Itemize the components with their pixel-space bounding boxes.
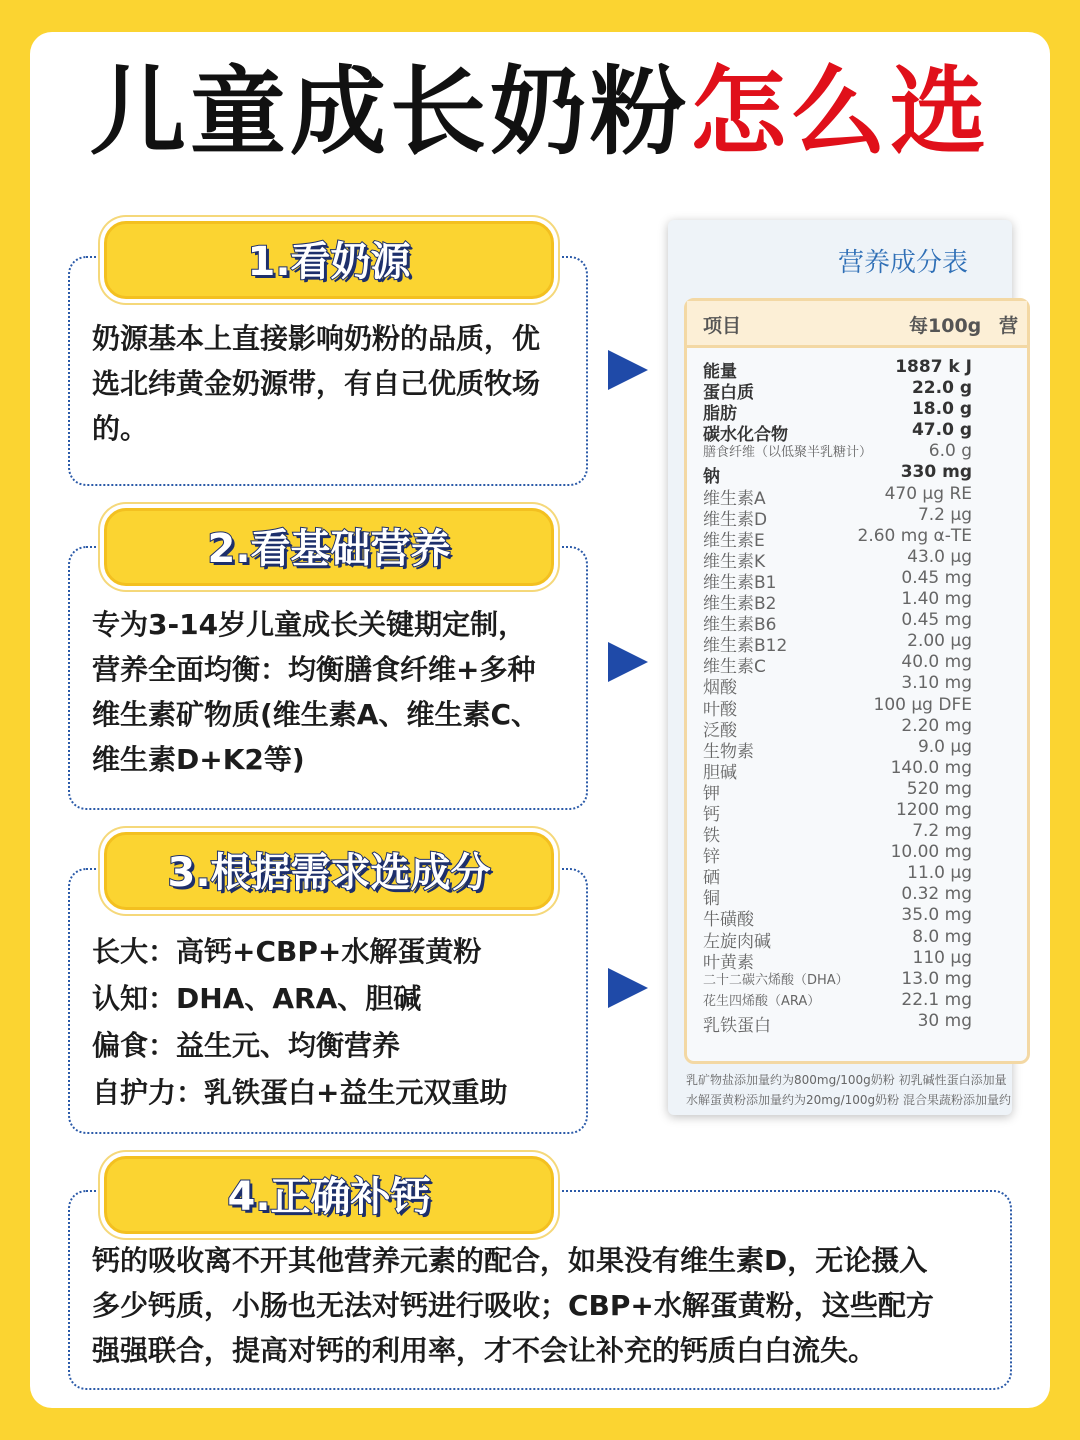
nutrition-row bbox=[687, 736, 1027, 762]
body-line: 营养全面均衡：均衡膳食纤维+多种 bbox=[92, 653, 536, 686]
nutrition-row bbox=[687, 546, 1027, 572]
nutrition-row bbox=[687, 441, 1027, 462]
section-3-heading bbox=[104, 832, 554, 910]
nutrient-name: 钙 bbox=[703, 804, 720, 825]
need-text: ：益生元、均衡营养 bbox=[148, 1029, 401, 1062]
nutrition-row bbox=[687, 420, 1027, 446]
nutrient-name: 膳食纤维（以低聚半乳糖计） bbox=[703, 445, 873, 461]
nutrient-name: 硒 bbox=[703, 868, 720, 889]
nutrition-row bbox=[687, 694, 1027, 720]
need-item bbox=[92, 1022, 582, 1069]
nutrient-value: 10.00 mg bbox=[890, 842, 972, 863]
nutrient-name: 叶黄素 bbox=[703, 952, 754, 973]
nutrition-row bbox=[687, 631, 1027, 657]
nutrition-row bbox=[687, 589, 1027, 615]
nutrient-value: 0.32 mg bbox=[901, 884, 972, 905]
need-label: 偏食 bbox=[92, 1029, 149, 1062]
body-line: 奶源基本上直接影响奶粉的品质，优 bbox=[92, 322, 541, 355]
nutrient-value: 520 mg bbox=[906, 778, 972, 799]
nutrient-value: 22.1 mg bbox=[901, 989, 972, 1010]
section-1-heading bbox=[104, 221, 554, 299]
nutrition-row bbox=[687, 483, 1027, 509]
page-title bbox=[0, 52, 1080, 172]
nutrient-name: 脂肪 bbox=[703, 404, 737, 425]
nutrition-panel bbox=[668, 220, 1019, 1115]
nutrient-name: 维生素K bbox=[703, 551, 766, 572]
section-1-body bbox=[92, 316, 582, 451]
body-line: 专为3-14岁儿童成长关键期定制， bbox=[92, 608, 527, 641]
nutrient-name: 蛋白质 bbox=[703, 383, 754, 404]
nutrient-name: 维生素D bbox=[703, 509, 768, 530]
nutrient-value: 110 μg bbox=[912, 947, 972, 968]
body-line: 的。 bbox=[92, 412, 149, 445]
nutrient-value: 100 μg DFE bbox=[873, 694, 972, 715]
nutrient-name: 乳铁蛋白 bbox=[703, 1015, 771, 1036]
need-text: ：乳铁蛋白+益生元双重助 bbox=[176, 1076, 508, 1109]
nutrition-row bbox=[687, 990, 1027, 1011]
need-text: ：高钙+CBP+水解蛋黄粉 bbox=[148, 935, 482, 968]
nutrition-title: 营养成分表 bbox=[837, 248, 968, 278]
nutrient-name: 锌 bbox=[703, 847, 720, 868]
nutrient-name: 维生素A bbox=[703, 488, 766, 509]
nutrient-name: 碳水化合物 bbox=[703, 425, 788, 446]
nutrient-name: 胆碱 bbox=[703, 762, 737, 783]
title-part2: 怎么选 bbox=[690, 56, 990, 168]
nutrient-value: 0.45 mg bbox=[901, 567, 972, 588]
nutrient-name: 左旋肉碱 bbox=[703, 931, 771, 952]
nutrition-footnotes bbox=[686, 1070, 1026, 1110]
nutrient-value: 9.0 μg bbox=[917, 736, 972, 757]
nutrient-name: 维生素B6 bbox=[703, 615, 777, 636]
nutrient-value: 2.00 μg bbox=[907, 631, 972, 652]
nutrient-name: 叶酸 bbox=[703, 699, 737, 720]
nutrition-row bbox=[687, 673, 1027, 699]
nutrient-value: 13.0 mg bbox=[901, 968, 972, 989]
nutrient-name: 生物素 bbox=[703, 741, 754, 762]
nutrient-value: 1.40 mg bbox=[901, 589, 972, 610]
title-part1: 儿童成长奶粉 bbox=[90, 56, 690, 168]
need-text: ：DHA、ARA、胆碱 bbox=[148, 982, 422, 1015]
nutrition-row bbox=[687, 926, 1027, 952]
nutrition-row bbox=[687, 842, 1027, 868]
nutrition-row bbox=[687, 525, 1027, 551]
nutrient-value: 470 μg RE bbox=[884, 483, 972, 504]
header-extra: 营 bbox=[999, 315, 1019, 337]
nutrition-table bbox=[684, 298, 1030, 1064]
section-2-heading-text: 2.看基础营养 bbox=[207, 526, 451, 572]
nutrition-row bbox=[687, 863, 1027, 889]
section-2-body bbox=[92, 602, 582, 782]
nutrition-row bbox=[687, 399, 1027, 425]
nutrient-value: 7.2 mg bbox=[912, 821, 972, 842]
nutrient-value: 11.0 μg bbox=[907, 863, 972, 884]
nutrition-row bbox=[687, 378, 1027, 404]
nutrition-row bbox=[687, 799, 1027, 825]
header-per: 每100g bbox=[909, 315, 982, 337]
need-item bbox=[92, 1069, 582, 1116]
nutrient-name: 烟酸 bbox=[703, 678, 737, 699]
section-4-heading bbox=[104, 1156, 554, 1234]
body-line: 维生素D+K2等) bbox=[92, 743, 305, 776]
footnote: 乳矿物盐添加量约为800mg/100g奶粉 初乳碱性蛋白添加量 bbox=[686, 1073, 1007, 1087]
nutrient-value: 7.2 μg bbox=[917, 504, 972, 525]
nutrient-value: 6.0 g bbox=[928, 441, 972, 462]
arrow-right-icon bbox=[608, 350, 648, 390]
nutrition-row bbox=[687, 905, 1027, 931]
arrow-right-icon bbox=[608, 642, 648, 682]
nutrition-rows bbox=[687, 357, 1027, 1036]
nutrition-table-header bbox=[687, 301, 1027, 348]
nutrient-value: 30 mg bbox=[917, 1010, 972, 1031]
nutrient-value: 40.0 mg bbox=[901, 652, 972, 673]
section-2-heading bbox=[104, 508, 554, 586]
nutrient-name: 铜 bbox=[703, 889, 720, 910]
nutrient-name: 铁 bbox=[703, 826, 720, 847]
nutrient-name: 花生四烯酸（ARA） bbox=[703, 993, 821, 1009]
nutrient-name: 二十二碳六烯酸（DHA） bbox=[703, 972, 849, 988]
arrow-right-icon bbox=[608, 968, 648, 1008]
body-line: 多少钙质，小肠也无法对钙进行吸收；CBP+水解蛋黄粉，这些配方 bbox=[92, 1289, 934, 1322]
nutrient-name: 维生素B2 bbox=[703, 594, 777, 615]
need-label: 认知 bbox=[92, 982, 149, 1015]
nutrition-row bbox=[687, 652, 1027, 678]
nutrient-value: 43.0 μg bbox=[907, 546, 972, 567]
nutrient-value: 8.0 mg bbox=[912, 926, 972, 947]
nutrient-name: 维生素B12 bbox=[703, 636, 788, 657]
nutrient-value: 18.0 g bbox=[911, 399, 972, 420]
nutrient-value: 3.10 mg bbox=[901, 673, 972, 694]
nutrient-value: 2.60 mg α-TE bbox=[857, 525, 972, 546]
nutrient-value: 330 mg bbox=[900, 462, 972, 483]
need-label: 长大 bbox=[92, 935, 149, 968]
nutrition-row bbox=[687, 821, 1027, 847]
nutrient-value: 1887 k J bbox=[895, 357, 972, 377]
body-line: 维生素矿物质(维生素A、维生素C、 bbox=[92, 698, 540, 731]
section-1-heading-text: 1.看奶源 bbox=[247, 239, 411, 285]
footnote: 水解蛋黄粉添加量约为20mg/100g奶粉 混合果蔬粉添加量约 bbox=[686, 1093, 1011, 1107]
body-line: 强强联合，提高对钙的利用率，才不会让补充的钙质白白流失。 bbox=[92, 1334, 877, 1367]
nutrient-value: 2.20 mg bbox=[901, 715, 972, 736]
need-label: 自护力 bbox=[92, 1076, 177, 1109]
nutrient-name: 维生素E bbox=[703, 530, 765, 551]
nutrient-name: 维生素B1 bbox=[703, 572, 777, 593]
section-4-body bbox=[92, 1238, 1002, 1373]
section-3-body bbox=[92, 928, 582, 1116]
nutrition-row bbox=[687, 715, 1027, 741]
nutrient-value: 47.0 g bbox=[911, 420, 972, 441]
nutrition-row bbox=[687, 504, 1027, 530]
nutrition-row bbox=[687, 357, 1027, 382]
nutrient-name: 钾 bbox=[703, 783, 720, 804]
need-item bbox=[92, 928, 582, 975]
nutrient-name: 泛酸 bbox=[703, 720, 737, 741]
nutrient-value: 1200 mg bbox=[895, 799, 972, 820]
nutrition-row bbox=[687, 969, 1027, 990]
nutrition-row bbox=[687, 884, 1027, 910]
nutrition-row bbox=[687, 947, 1027, 973]
body-line: 钙的吸收离不开其他营养元素的配合，如果没有维生素D，无论摄入 bbox=[92, 1244, 928, 1277]
nutrition-row bbox=[687, 778, 1027, 804]
nutrition-row bbox=[687, 757, 1027, 783]
nutrition-row bbox=[687, 462, 1027, 488]
nutrient-name: 牛磺酸 bbox=[703, 910, 754, 931]
nutrition-row bbox=[687, 610, 1027, 636]
body-line: 选北纬黄金奶源带，有自己优质牧场 bbox=[92, 367, 541, 400]
section-3-heading-text: 3.根据需求选成分 bbox=[167, 850, 491, 896]
header-item: 项目 bbox=[703, 315, 742, 337]
section-4-heading-text: 4.正确补钙 bbox=[227, 1174, 431, 1220]
nutrient-name: 维生素C bbox=[703, 657, 766, 678]
nutrient-name: 能量 bbox=[703, 362, 737, 382]
need-item bbox=[92, 975, 582, 1022]
nutrient-value: 35.0 mg bbox=[901, 905, 972, 926]
nutrient-value: 0.45 mg bbox=[901, 610, 972, 631]
nutrition-row bbox=[687, 1010, 1027, 1036]
nutrient-name: 钠 bbox=[703, 467, 720, 488]
nutrient-value: 22.0 g bbox=[911, 378, 972, 399]
nutrition-row bbox=[687, 567, 1027, 593]
nutrient-value: 140.0 mg bbox=[890, 757, 972, 778]
